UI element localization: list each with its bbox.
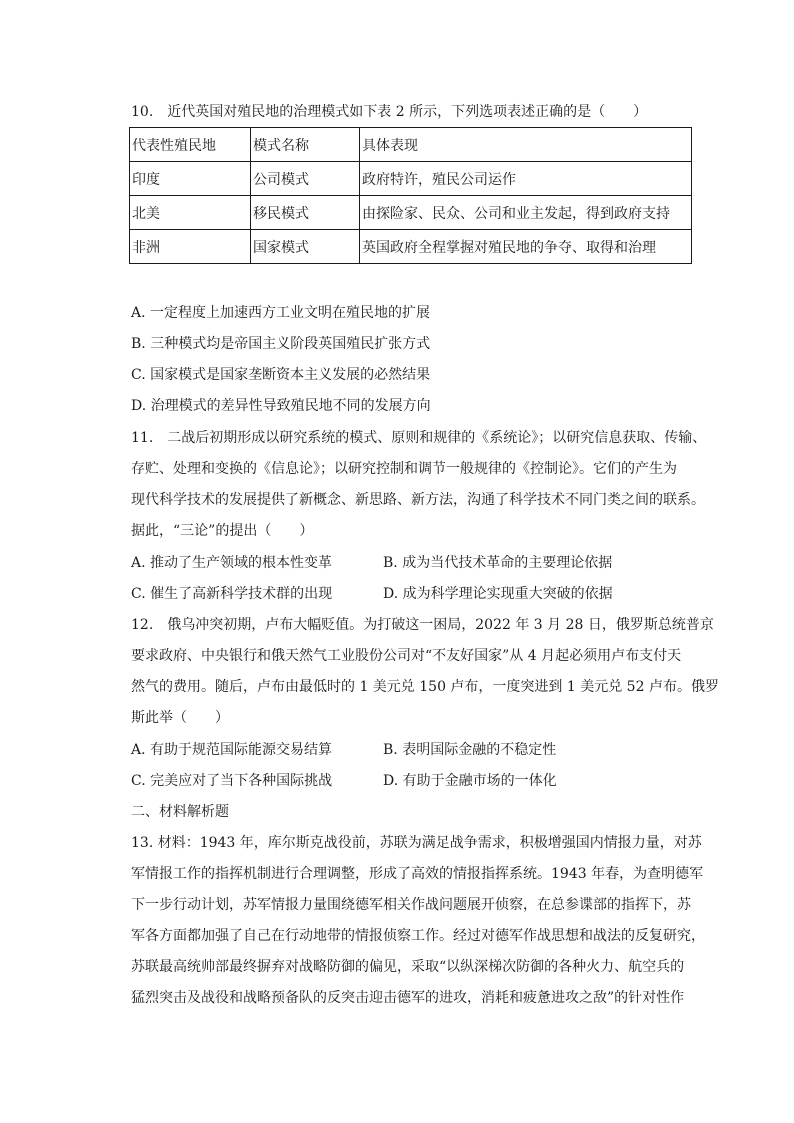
q11-option-a[interactable]: A. 推动了生产领域的根本性变革 bbox=[131, 555, 333, 571]
table-cell: 代表性殖民地 bbox=[130, 128, 251, 162]
q13-line: 下一步行动计划，苏军情报力量围绕德军相关作战问题展开侦察，在总参谍部的指挥下，苏 bbox=[131, 897, 691, 913]
table-cell: 由探险家、民众、公司和业主发起，得到政府支持 bbox=[360, 196, 692, 230]
q10-option-c[interactable]: C. 国家模式是国家垄断资本主义发展的必然结果 bbox=[131, 367, 431, 383]
table-cell: 非洲 bbox=[130, 230, 251, 264]
table-row bbox=[130, 196, 692, 230]
q10-option-b[interactable]: B. 三种模式均是帝国主义阶段英国殖民扩张方式 bbox=[131, 336, 431, 352]
table-cell: 移民模式 bbox=[251, 196, 360, 230]
table-row bbox=[130, 162, 692, 196]
q12-option-a[interactable]: A. 有助于规范国际能源交易结算 bbox=[131, 742, 333, 758]
q11-line: 现代科学技术的发展提供了新概念、新思路、新方法，沟通了科学技术不同门类之间的联系。 bbox=[131, 492, 705, 508]
table-cell: 印度 bbox=[130, 162, 251, 196]
q12-option-d[interactable]: D. 有助于金融市场的一体化 bbox=[383, 773, 557, 789]
q13-line: 军情报工作的指挥机制进行合理调整，形成了高效的情报指挥系统。1943 年春，为查明德军 bbox=[131, 866, 704, 882]
table-cell: 英国政府全程掌握对殖民地的争夺、取得和治理 bbox=[360, 230, 692, 264]
q13-line: 13. 材料：1943 年，库尔斯克战役前，苏联为满足战争需求，积极增强国内情报力量，对苏 bbox=[131, 835, 702, 851]
q10-option-a[interactable]: A. 一定程度上加速西方工业文明在殖民地的扩展 bbox=[131, 305, 431, 321]
table-row bbox=[130, 230, 692, 264]
section-heading: 二、材料解析题 bbox=[131, 804, 229, 820]
q11-line: 存贮、处理和变换的《信息论》；以研究控制和调节一般规律的《控制论》。它们的产生为 bbox=[131, 461, 677, 477]
q12-line: 然气的费用。随后，卢布由最低时的 1 美元兑 150 卢布，一度突进到 1 美元兑 52 卢布。俄罗 bbox=[131, 679, 719, 695]
table-cell: 公司模式 bbox=[251, 162, 360, 196]
q12-line: 要求政府、中央银行和俄天然气工业股份公司对“不友好国家”从 4 月起必须用卢布支付天 bbox=[131, 648, 682, 664]
q12-option-c[interactable]: C. 完美应对了当下各种国际挑战 bbox=[131, 773, 333, 789]
table-cell: 具体表现 bbox=[360, 128, 692, 162]
table-cell: 北美 bbox=[130, 196, 251, 230]
q10-stem: 10. 近代英国对殖民地的治理模式如下表 2 所示，下列选项表述正确的是（ ） bbox=[131, 104, 648, 120]
colonial-governance-table bbox=[129, 127, 692, 264]
table-cell: 政府特许，殖民公司运作 bbox=[360, 162, 692, 196]
q12-line: 12. 俄乌冲突初期，卢布大幅贬值。为打破这一困局，2022 年 3 月 28 日，俄罗斯总统普京 bbox=[131, 617, 714, 633]
q11-option-c[interactable]: C. 催生了高新科学技术群的出现 bbox=[131, 586, 333, 602]
q11-option-d[interactable]: D. 成为科学理论实现重大突破的依据 bbox=[383, 586, 613, 602]
q10-option-d[interactable]: D. 治理模式的差异性导致殖民地不同的发展方向 bbox=[131, 398, 431, 414]
q12-line: 斯此举（ ） bbox=[131, 710, 229, 726]
q13-line: 苏联最高统帅部最终摒弃对战略防御的偏见，采取“以纵深梯次防御的各种火力、航空兵的 bbox=[131, 959, 685, 975]
table-cell: 国家模式 bbox=[251, 230, 360, 264]
q12-option-b[interactable]: B. 表明国际金融的不稳定性 bbox=[383, 742, 557, 758]
table-header-row bbox=[130, 128, 692, 162]
q13-line: 猛烈突击及战役和战略预备队的反突击迎击德军的进攻，消耗和疲惫进攻之敌”的针对性作 bbox=[131, 990, 685, 1006]
q13-line: 军各方面都加强了自己在行动地带的情报侦察工作。经过对德军作战思想和战法的反复研究， bbox=[131, 928, 705, 944]
q11-option-b[interactable]: B. 成为当代技术革命的主要理论依据 bbox=[383, 555, 613, 571]
table-cell: 模式名称 bbox=[251, 128, 360, 162]
q11-line: 据此，“三论”的提出（ ） bbox=[131, 523, 314, 539]
q11-line: 11. 二战后初期形成以研究系统的模式、原则和规律的《系统论》；以研究信息获取、传输、 bbox=[131, 430, 707, 446]
